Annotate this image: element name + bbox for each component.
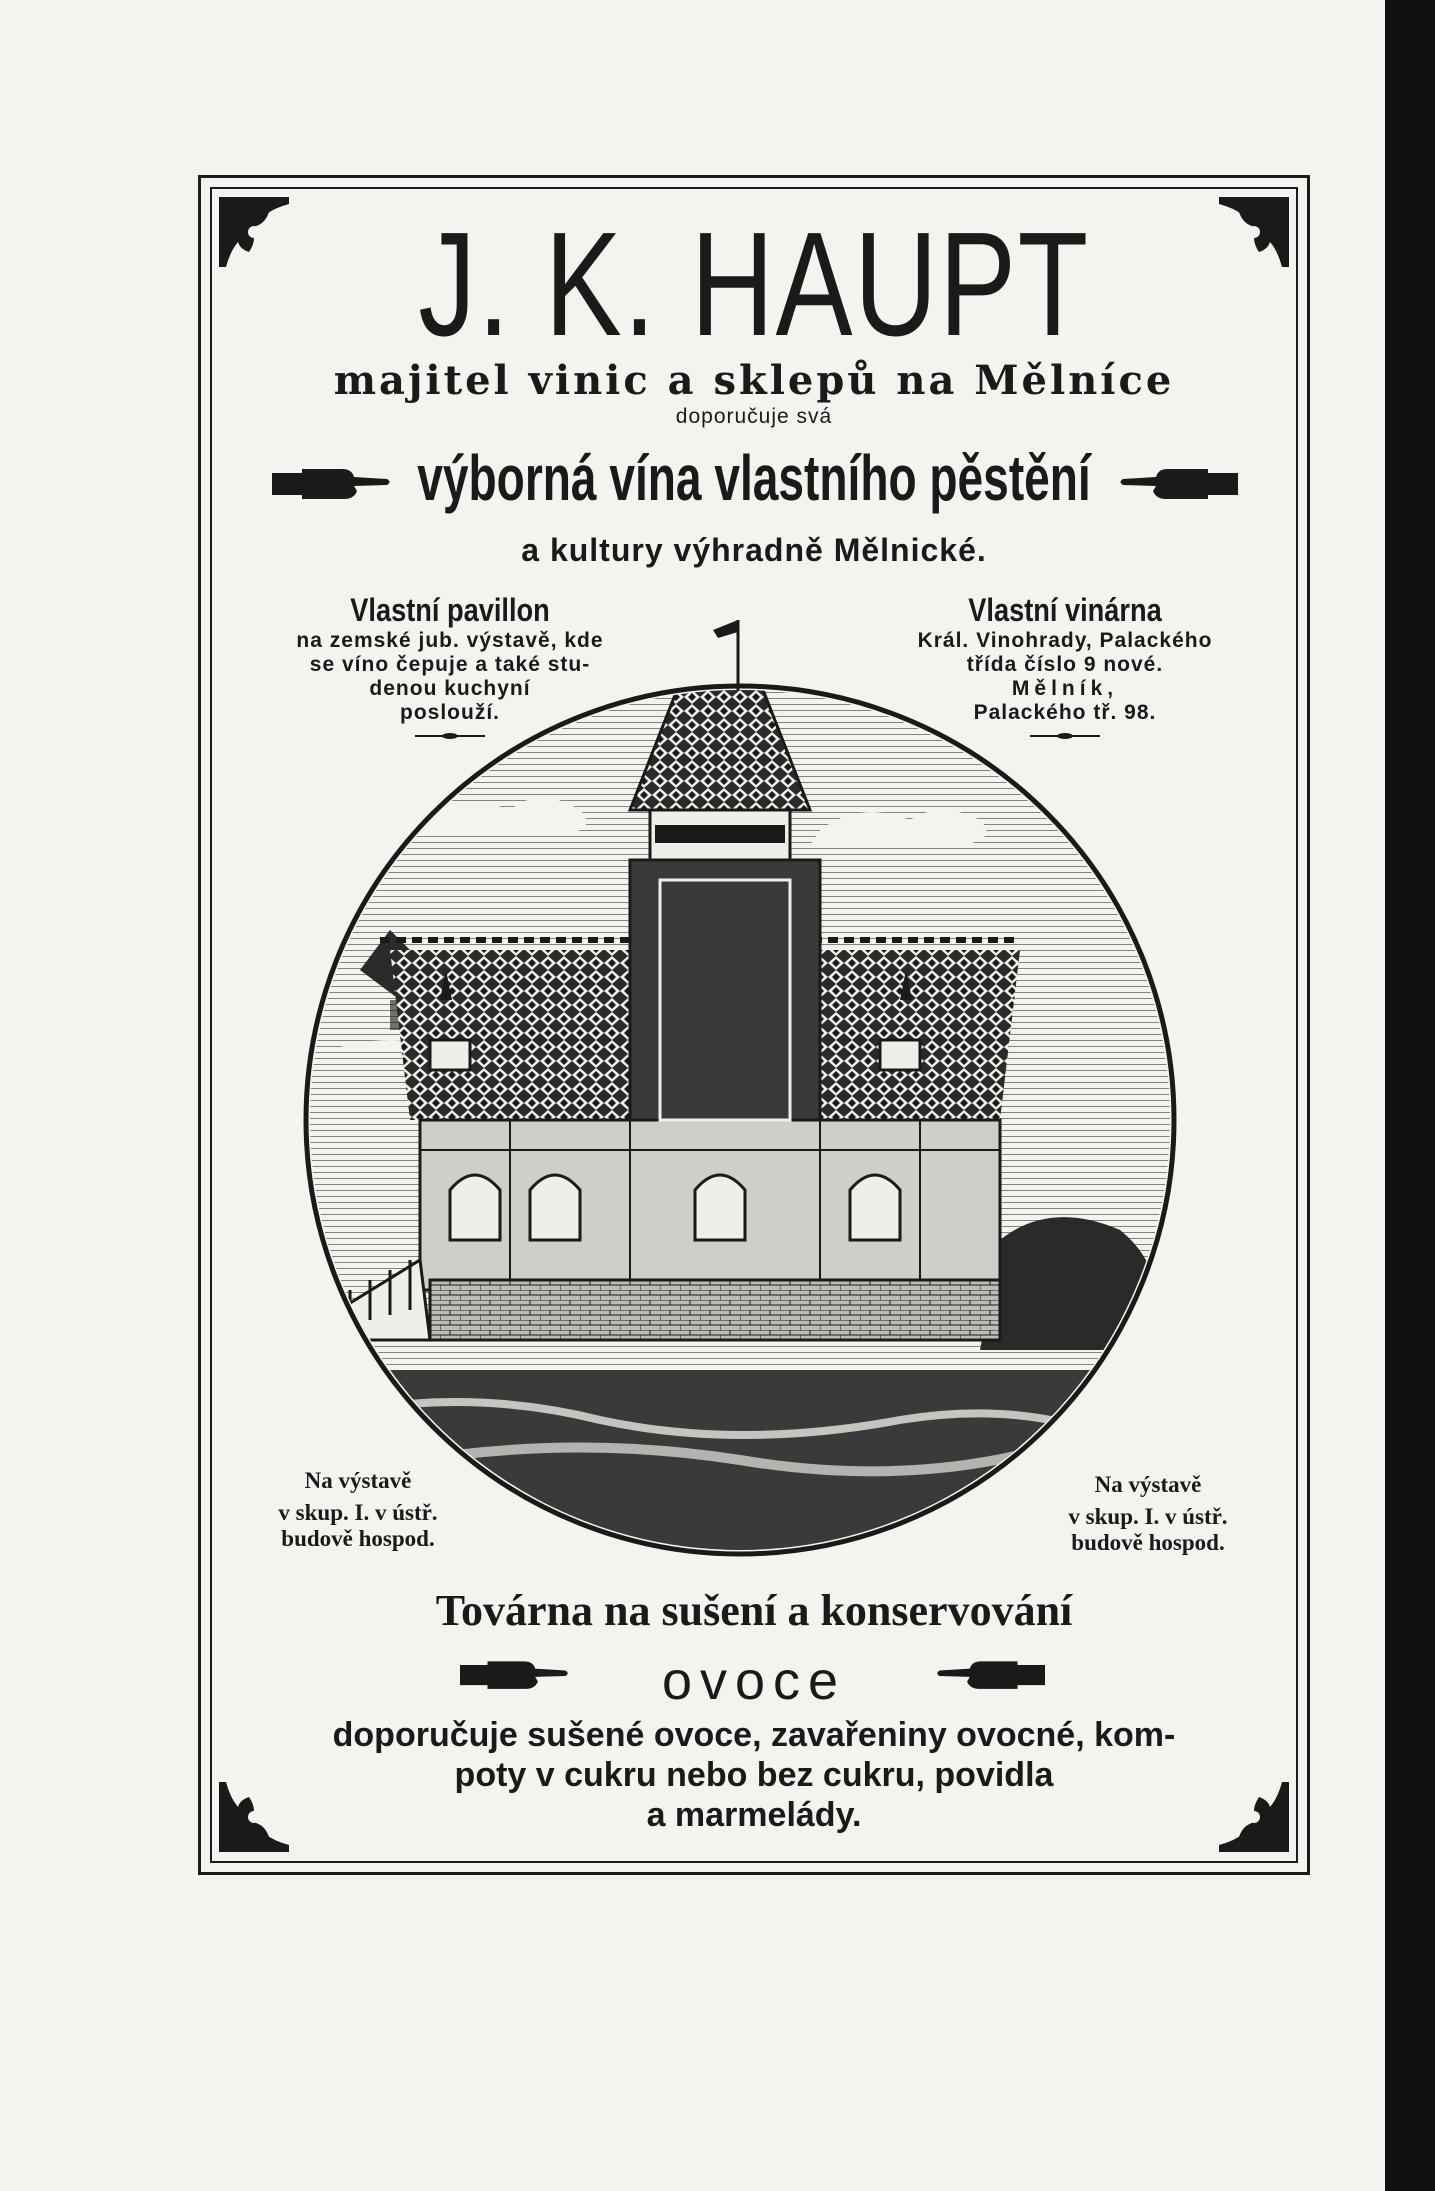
product-word: ovoce [661,1651,847,1711]
pavilion-line: se víno čepuje a také stu- [309,653,591,676]
pavilion-line: poslouží. [400,701,500,724]
exhibit-line: budově hospod. [1071,1530,1225,1555]
exhibit-note-left [238,1468,478,1552]
factory-description [230,1715,1278,1835]
exhibit-note-right [1028,1472,1268,1556]
factory-line: doporučuje sušené ovoce, zavařeniny ovocné, kom- [332,1716,1176,1754]
factory-heading: Továrna na sušení a konservování [435,1586,1073,1635]
floral-corner-ornament-icon [1214,192,1294,272]
pavilion-line: denou kuchyní [369,677,531,700]
exhibit-line: budově hospod. [281,1526,435,1551]
wine-bar-line: Palackého tř. 98. [973,701,1157,724]
owner-line: majitel vinic a sklepů na Mělníce [333,357,1175,404]
slogan: výborná vína vlastního pěstění [417,442,1091,514]
company-title: J. K. HAUPT [418,202,1090,367]
wine-bar-line: třída číslo 9 nové. [966,653,1164,676]
wine-bar-line: Král. Vinohrady, Palackého [917,629,1213,652]
scan-dark-edge [1385,0,1435,2191]
exhibit-line: v skup. I. v ústř. [278,1500,438,1525]
exhibit-line: Na výstavě [304,1468,412,1493]
factory-line: poty v cukru nebo bez cukru, povidla [454,1756,1054,1794]
exhibit-line: v skup. I. v ústř. [1068,1504,1228,1529]
factory-line: a marmelády. [646,1796,862,1834]
pavilion-engraving [300,620,1180,1560]
pavilion-heading: Vlastní pavillon [350,592,550,628]
exhibit-line: Na výstavě [1094,1472,1202,1497]
recommends-line: doporučuje svá [675,405,833,428]
floral-corner-ornament-icon [214,192,294,272]
pavilion-line: na zemské jub. výstavě, kde [296,629,604,652]
culture-line: a kultury výhradně Mělnické. [521,532,987,568]
pointing-hand-icon [272,465,392,505]
pointing-hand-icon [1118,465,1238,505]
wine-bar-heading: Vlastní vinárna [968,592,1162,628]
pointing-hand-icon [935,1655,1045,1697]
wine-bar-line: Mělník, [1011,677,1119,700]
